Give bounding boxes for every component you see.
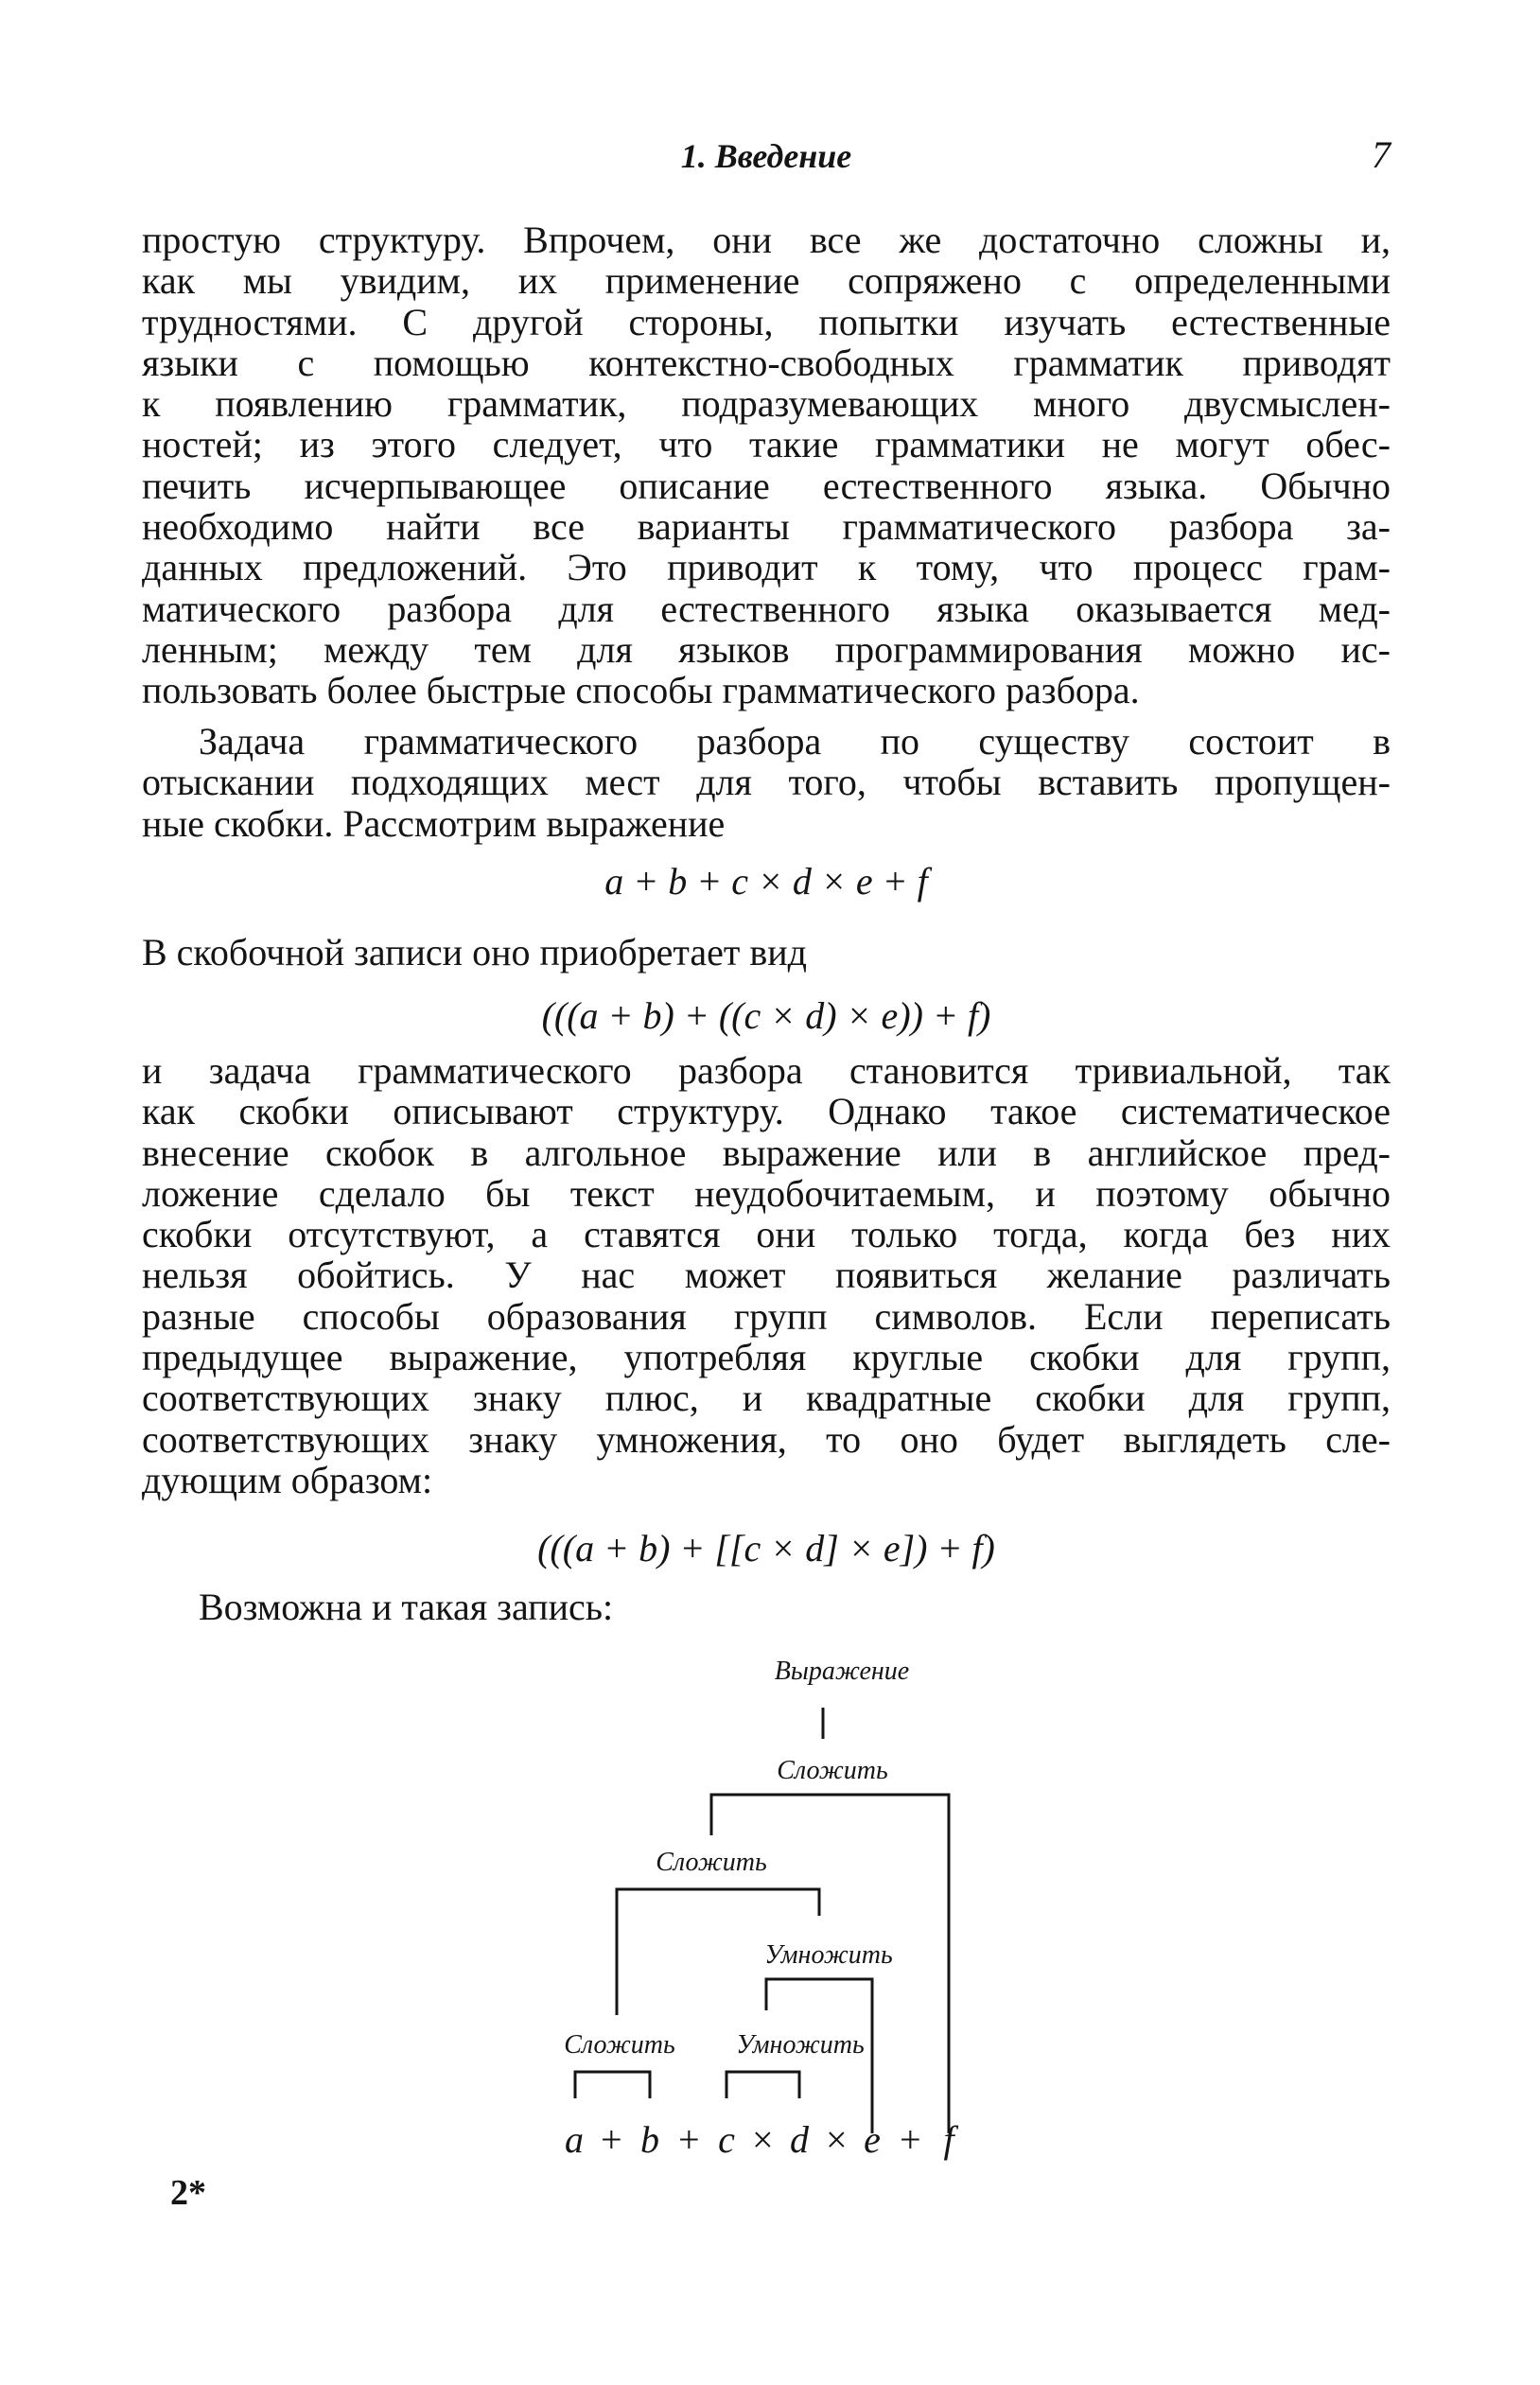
tree-leaf: × <box>823 2118 849 2161</box>
text-line: соответствующих знаку плюс, и квадратные скобки для групп, <box>142 1377 1391 1420</box>
tree-leaf: d <box>790 2118 809 2161</box>
text-line: к появлению грамматик, подразумевающих много двусмыслен- <box>142 382 1391 426</box>
text-line: скобки отсутствуют, а ставятся они только тогда, когда без них <box>142 1213 1391 1256</box>
tree-leaf: e <box>864 2118 881 2161</box>
tree-leaf: + <box>897 2118 923 2161</box>
formula-parenthesized: (((a + b) + ((c × d) × e)) + f) <box>541 994 991 1037</box>
text-line: соответствующих знаку умножения, то оно будет выглядеть сле- <box>142 1417 1391 1461</box>
text-line: печить исчерпывающее описание естественного языка. Обычно <box>142 464 1391 507</box>
text-line: пользовать более быстрые способы грамматического разбора. <box>142 669 1140 712</box>
tree-edge <box>575 2072 650 2098</box>
tree-node-root: Выражение <box>774 1657 910 1686</box>
text-line: ленным; между тем для языков программирования можно ис- <box>142 627 1391 671</box>
tree-node-mul-top: Умножить <box>764 1940 893 1970</box>
bracket-intro: В скобочной записи оно приобретает вид <box>142 931 808 973</box>
tree-leaf: × <box>749 2118 776 2161</box>
text-line: как скобки описывают структуру. Однако такое систематическое <box>142 1090 1391 1133</box>
text-line: ностей; из этого следует, что такие грамматики не могут обес- <box>142 423 1391 466</box>
text-line: дующим образом: <box>142 1458 433 1501</box>
text-line: необходимо найти все варианты грамматического разбора за- <box>142 505 1391 549</box>
possible-intro: Возможна и такая запись: <box>199 1586 614 1628</box>
text-line: матического разбора для естественного языка оказывается мед- <box>142 587 1391 630</box>
tree-edge <box>726 2072 799 2098</box>
text-line: данных предложений. Это приводит к тому, что процесс грам- <box>142 546 1391 589</box>
formula-expression: a + b + c × d × e + f <box>604 860 928 903</box>
tree-node-add-top: Сложить <box>777 1756 888 1785</box>
tree-node-add-low: Сложить <box>564 2030 675 2060</box>
text-line: и задача грамматического разбора становится тривиальной, так <box>142 1049 1391 1092</box>
formula-bracketed: (((a + b) + [[c × d] × e]) + f) <box>537 1527 995 1570</box>
text-line: как мы увидим, их применение сопряжено с определенными <box>142 259 1391 303</box>
tree-leaf: f <box>943 2118 954 2161</box>
tree-leaf: + <box>675 2118 702 2161</box>
tree-leaf: c <box>718 2118 735 2161</box>
text-line: ные скобки. Рассмотрим выражение <box>142 801 726 845</box>
text-line: предыдущее выражение, употребляя круглые скобки для групп, <box>142 1336 1391 1379</box>
text-line: простую структуру. Впрочем, они все же достаточно сложны и, <box>142 219 1391 261</box>
text-line: трудностями. С другой стороны, попытки изучать естественные <box>142 300 1391 343</box>
text-line: внесение скобок в алгольное выражение или в английское пред- <box>142 1131 1391 1174</box>
tree-leaf: b <box>640 2118 659 2161</box>
tree-leaf: a <box>565 2118 584 2161</box>
tree-node-mul-low: Умножить <box>736 2030 865 2060</box>
tree-leaf: + <box>598 2118 624 2161</box>
tree-node-add-mid: Сложить <box>656 1848 767 1877</box>
text-line: языки с помощью контекстно-свободных грамматик приводят <box>142 341 1391 384</box>
page-number: 7 <box>1372 133 1391 176</box>
text-line: разные способы образования групп символов. Если переписать <box>142 1294 1391 1338</box>
text-line: ложение сделало бы текст неудобочитаемым, и поэтому обычно <box>142 1171 1391 1215</box>
signature-mark: 2* <box>170 2173 206 2213</box>
text-line: отыскании подходящих мест для того, чтобы вставить пропущен- <box>142 761 1391 804</box>
chapter-title: 1. Введение <box>680 137 852 175</box>
text-line: нельзя обойтись. У нас может появиться желание различать <box>142 1254 1391 1297</box>
text-line: Задача грамматического разбора по существу состоит в <box>199 720 1391 763</box>
